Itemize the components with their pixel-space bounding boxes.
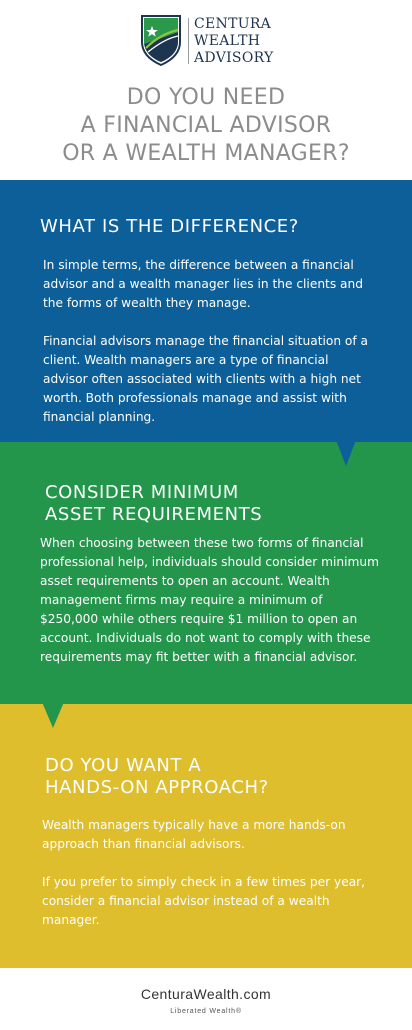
brand-name-line: WEALTH [194,33,261,49]
section-body-difference [43,256,373,427]
section-heading-minimum-assets [45,482,262,526]
page-title-line: A FINANCIAL ADVISOR [80,113,332,138]
footer [0,968,412,1030]
page-title-line: DO YOU NEED [126,85,286,110]
section-pointer [42,702,64,728]
brand-name-line: CENTURA [194,16,272,32]
section-heading-line: ASSET REQUIREMENTS [45,504,263,525]
brand-name [194,16,274,67]
section-paragraph: In simple terms, the difference between a financial advisor and a wealth manager lies in the clients and the forms of wealth they manage. [43,258,363,310]
footer-tagline: Liberated Wealth® [170,1008,242,1015]
section-paragraph: When choosing between these two forms of financial professional help, individuals should consider minimum asset requirements to open an account. Wealth management firms may require a minimum of $250,000 while others require $1 million to open an account. Individuals do not want to comply with these requirements may fit better with a financial advisor. [40,536,380,664]
brand-logo[interactable] [140,14,280,70]
header [0,0,412,180]
section-heading-line: WHAT IS THE DIFFERENCE? [40,216,299,237]
section-paragraph: Financial advisors manage the financial situation of a client. Wealth managers are a type of financial advisor often associated with clients with a high net worth. Both professionals manage and assist with financial planning. [43,334,369,424]
section-heading-difference [40,216,299,238]
logo-divider [188,18,189,64]
page-title-line: OR A WEALTH MANAGER? [62,141,350,166]
section-heading-line: HANDS-ON APPROACH? [45,777,269,798]
brand-name-line: ADVISORY [194,50,274,66]
section-paragraph: Wealth managers typically have a more hands-on approach than financial advisors. [42,818,346,851]
website-link[interactable]: CenturaWealth.com [140,986,272,1002]
shield-logo-icon [140,14,182,66]
section-heading-line: CONSIDER MINIMUM [45,482,239,503]
section-heading-line: DO YOU WANT A [45,755,202,776]
section-paragraph: If you prefer to simply check in a few times per year, consider a financial advisor instead of a wealth manager. [42,875,366,927]
section-body-minimum-assets [40,534,380,667]
section-heading-hands-on [45,755,269,799]
section-body-hands-on [42,816,372,930]
section-pointer [336,440,356,466]
page-title [0,84,412,168]
